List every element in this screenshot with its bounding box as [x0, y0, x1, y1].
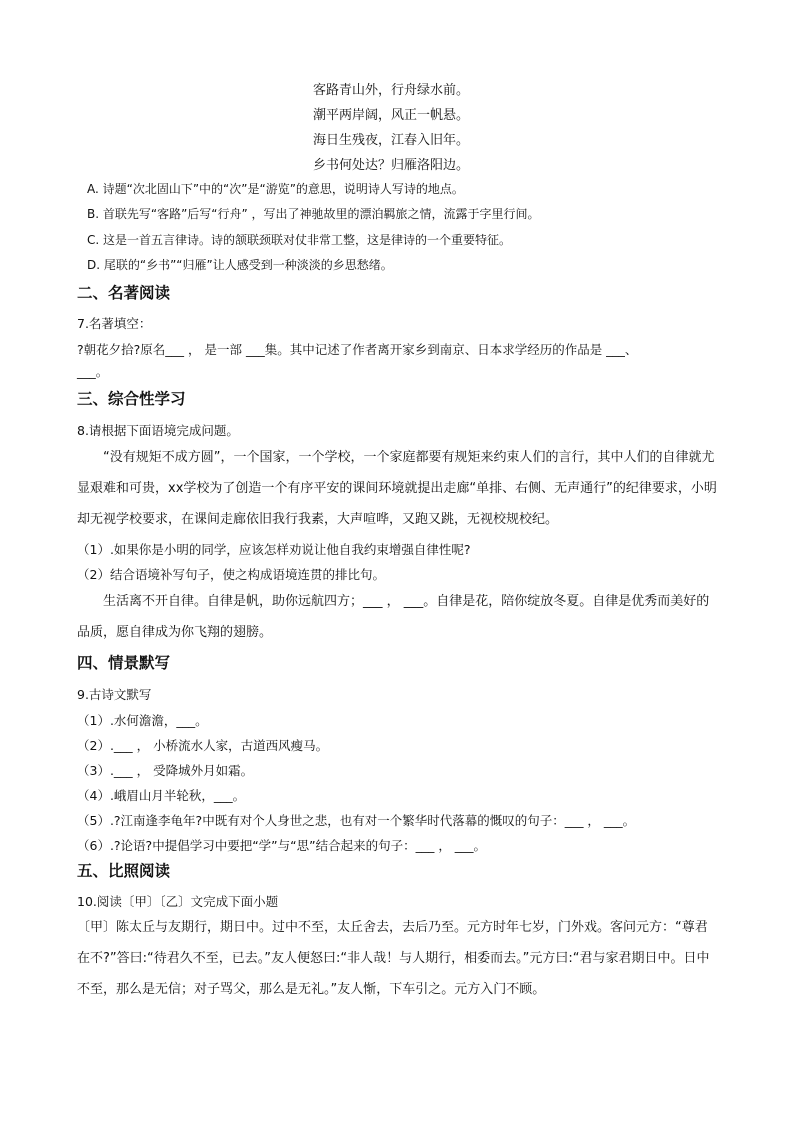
question-title: 9.古诗文默写 — [77, 687, 152, 702]
fill-item: （1）.水何澹澹，___。 — [77, 713, 208, 728]
fill-item: （4）.峨眉山月半轮秋，___。 — [77, 788, 246, 803]
section-heading: 三、综合性学习 — [77, 390, 186, 408]
context-paragraph: 生活离不开自律。自律是帆，助你远航四方；___ ， ___。自律是花，陪你绽放冬夏。自律是优秀而美好的品质，愿自律成为你飞翔的翅膀。 — [77, 594, 710, 640]
section-heading: 五、比照阅读 — [77, 862, 171, 880]
option-c: C. 这是一首五言律诗。诗的颔联颈联对仗非常工整，这是律诗的一个重要特征。 — [87, 233, 512, 247]
poem-line: 潮平两岸阔，风正一帆悬。 — [313, 108, 470, 123]
option-b: B. 首联先写“客路”后写“行舟” ，写出了神驰故里的漂泊羁旅之情，流露于字里行间。 — [87, 207, 540, 221]
poem-block — [313, 78, 469, 178]
poem-line: 客路青山外，行舟绿水前。 — [313, 83, 470, 98]
question-text: ___。 — [77, 364, 109, 379]
option-a: A. 诗题“次北固山下”中的“次”是“游览”的意思，说明诗人写诗的地点。 — [87, 182, 464, 196]
question-title: 7.名著填空： — [77, 316, 152, 331]
section-heading: 二、名著阅读 — [77, 284, 171, 302]
question-title: 8.请根据下面语境完成问题。 — [77, 423, 239, 438]
question-title: 10.阅读〔甲〕〔乙〕文完成下面小题 — [77, 894, 279, 909]
fill-item: （5）.?江南逢李龟年?中既有对个人身世之悲，也有对一个繁华时代落幕的慨叹的句子：___ ， ___。 — [77, 813, 636, 828]
context-paragraph: “没有规矩不成方圆”，一个国家，一个学校，一个家庭都要有规矩来约束人们的言行，其中人们的自律就尤显艰难和可贵，xx学校为了创造一个有序平安的课间环境就提出走廊“单排、右侧、无声通行”的纪律要求，小明却无视学校要求，在课间走廊依旧我行我素，大声喧哗，又跑又跳，无视校规校纪。 — [77, 450, 717, 527]
sub-question: （2）结合语境补写句子，使之构成语境连贯的排比句。 — [77, 567, 385, 582]
section-heading: 四、情景默写 — [77, 654, 171, 672]
poem-line: 乡书何处达？归雁洛阳边。 — [313, 158, 470, 173]
sub-question: （1）.如果你是小明的同学，应该怎样劝说让他自我约束增强自律性呢? — [77, 542, 471, 557]
poem-line: 海日生残夜，江春入旧年。 — [313, 133, 470, 148]
fill-item: （2）.___ ， 小桥流水人家，古道西风瘦马。 — [77, 738, 329, 753]
reading-passage: 〔甲〕陈太丘与友期行，期日中。过中不至，太丘舍去，去后乃至。元方时年七岁，门外戏。客问元方：“尊君在不?”答曰:“待君久不至，已去。”友人便怒曰:“非人哉！与人期行，相委而去。”元方曰:“君与家君期日中。日中不至，那么是无信；对子骂父，那么是无礼。”友人惭，下车引之。元方入门不顾。 — [77, 920, 710, 997]
question-text: ?朝花夕拾?原名___ ， 是一部 ___集。其中记述了作者离开家乡到南京、日本求学经历的作品是 ___、 — [77, 342, 638, 357]
option-d: D. 尾联的“乡书”“归雁”让人感受到一种淡淡的乡思愁绪。 — [87, 258, 393, 272]
fill-item: （3）.___ ， 受降城外月如霜。 — [77, 763, 254, 778]
fill-item: （6）.?论语?中提倡学习中要把“学”与“思”结合起来的句子：___ ， ___。 — [77, 838, 487, 853]
